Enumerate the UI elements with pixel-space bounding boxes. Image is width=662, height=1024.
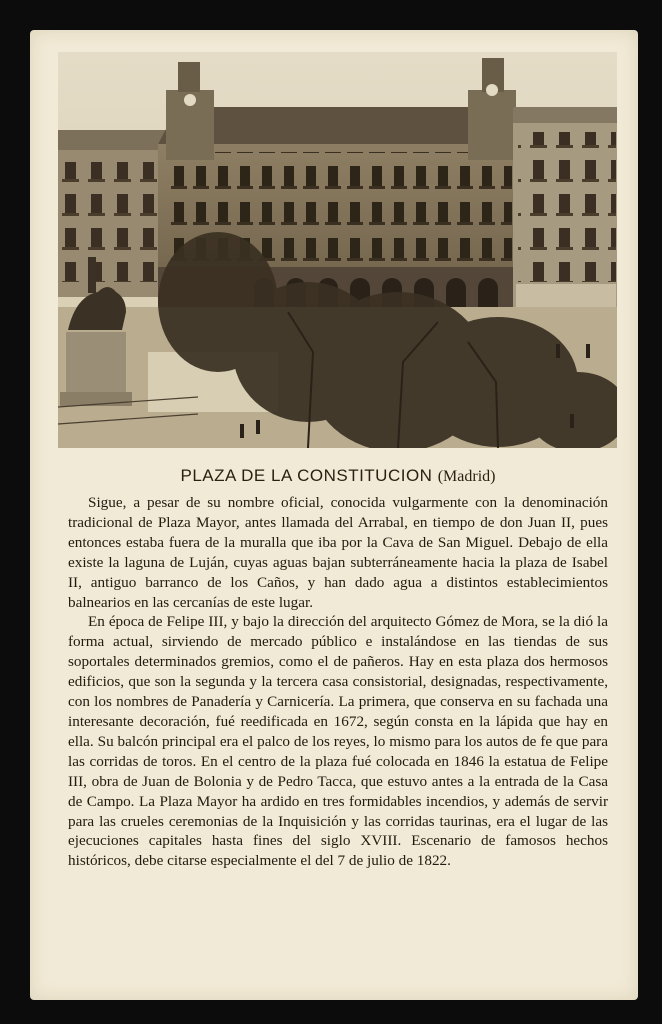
- photo-illustration: [58, 52, 617, 448]
- left-clock-icon: [184, 94, 196, 106]
- right-tower: [468, 90, 516, 160]
- statue-pedestal: [66, 332, 126, 402]
- postcard-text: [68, 466, 608, 871]
- paragraph-history: Sigue, a pesar de su nombre oficial, conocida vulgarmente con la denominación tradicional de Plaza Mayor, antes llamada del Arrabal, en tiempo de don Juan II, pues entonces estaba fuera de la muralla que iba por la Cava de San Miguel. Debajo de ella existe la laguna de Luján, cuyas aguas bajan subterráneamente hacia la plaza de Isabel II, antiguo barranco de los Caños, y han dado agua a distintos establecimientos balnearios en las cercanías de este lugar.: [68, 494, 608, 611]
- right-clock-icon: [486, 84, 498, 96]
- paragraph-architecture: En época de Felipe III, y bajo la dirección del arquitecto Gómez de Mora, se la dió la forma actual, sirviendo de mercado público e instalándose en las tiendas de sus soportales determinados gremios, como el de pañeros. Hay en esta plaza dos hermosos edificios, que son la segunda y la tercera casa consistorial, designadas, respectivamente, con los nombres de Panadería y Carnicería. La primera, que conserva en su fachada una interesante decoración, fué reedificada en 1672, según consta en la lápida que hay en ella. Su balcón principal era el palco de los reyes, lo mismo para los autos de fe que para las corridas de toros. En el centro de la plaza fué colocada en 1846 la estatua de Felipe III, obra de Juan de Bolonia y de Pedro Tacca, que estuvo antes a la entrada de la Casa de Campo. La Plaza Mayor ha ardido en tres formidables incendios, y además de servir para las crueles ceremonias de la Inquisición y las corridas taurinas, era el lugar de las ejecuciones capitales hasta fines del siglo XVIII. Escenario de famosos hechos históricos, debe citarse especialmente el del 7 de julio de 1822.: [68, 613, 608, 870]
- page-title: [68, 466, 608, 486]
- plaza-mayor-photograph: [58, 52, 617, 448]
- title-location: (Madrid): [437, 468, 496, 485]
- title-text: PLAZA DE LA CONSTITUCION: [180, 466, 433, 485]
